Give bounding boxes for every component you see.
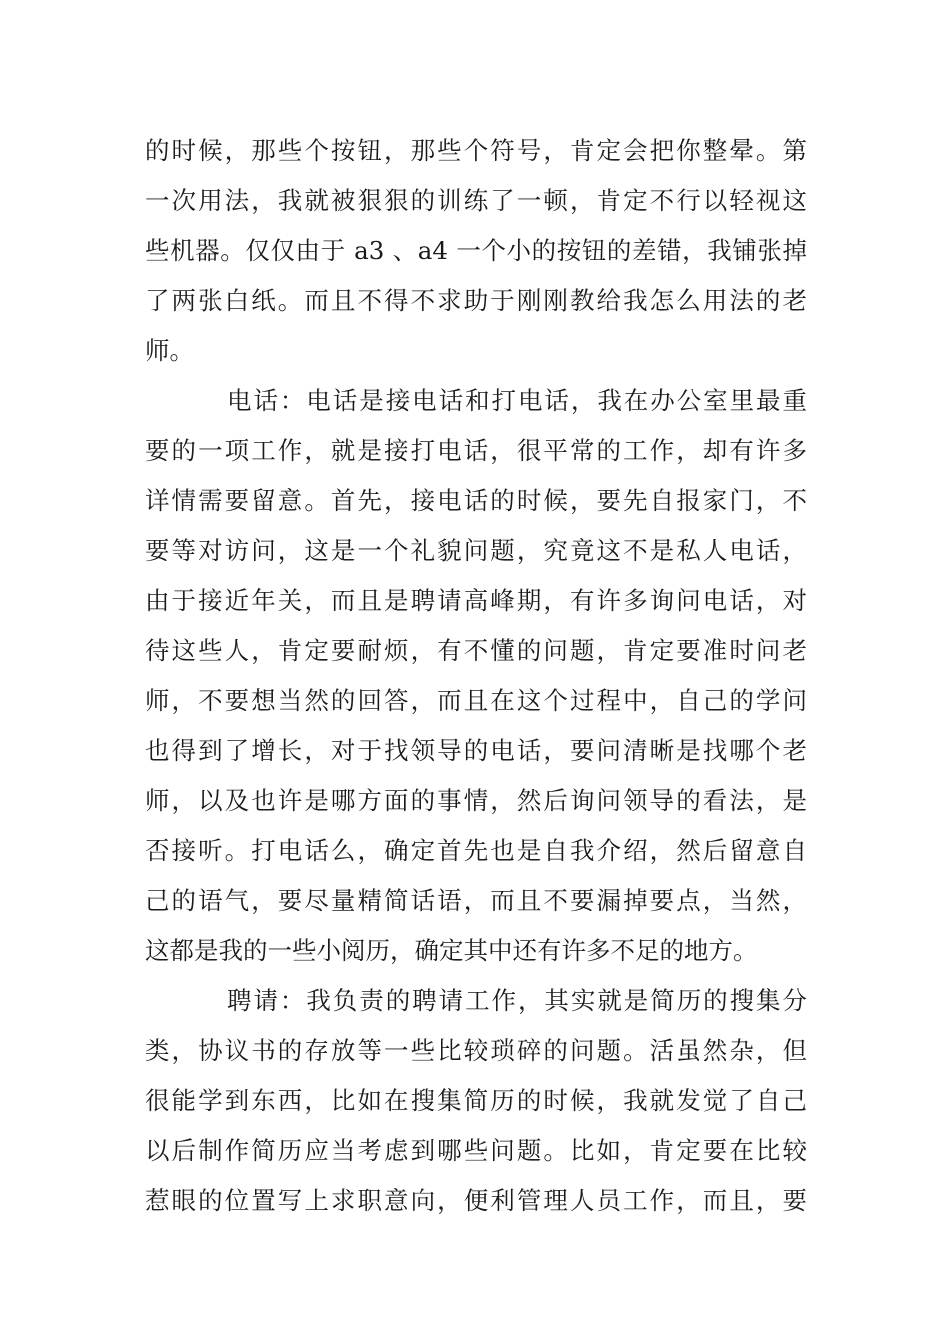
text-line: 电话：电话是接电话和打电话，我在办公室里最重 [227,386,807,415]
text-line: 类，协议书的存放等一些比较琐碎的问题。活虽然杂，但 [145,1036,807,1065]
text-line: 了两张白纸。而且不得不求助于刚刚教给我怎么用法的老 [145,286,807,315]
text-line: 己的语气，要尽量精简话语，而且不要漏掉要点，当然， [145,886,807,915]
text-line: 很能学到东西，比如在搜集简历的时候，我就发觉了自己 [145,1086,807,1115]
text-line: 这都是我的一些小阅历，确定其中还有许多不足的地方。 [145,936,758,965]
text-line: 要等对访问，这是一个礼貌问题，究竟这不是私人电话， [145,536,807,565]
text-line: 待这些人，肯定要耐烦，有不懂的问题，肯定要准时问老 [145,636,807,665]
text-line: 些机器。仅仅由于 a3 、a4 一个小的按钮的差错，我铺张掉 [145,236,807,265]
text-line: 一次用法，我就被狠狠的训练了一顿，肯定不行以轻视这 [145,186,807,215]
text-line: 由于接近年关，而且是聘请高峰期，有许多询问电话，对 [145,586,807,615]
text-line: 详情需要留意。首先，接电话的时候，要先自报家门，不 [145,486,807,515]
text-line: 师，不要想当然的回答，而且在这个过程中，自己的学问 [145,686,807,715]
text-line: 师。 [145,336,194,365]
text-line: 也得到了增长，对于找领导的电话，要问清晰是找哪个老 [145,736,807,765]
text-line: 要的一项工作，就是接打电话，很平常的工作，却有许多 [145,436,807,465]
text-line: 惹眼的位置写上求职意向，便利管理人员工作，而且，要 [145,1186,807,1215]
text-line: 以后制作简历应当考虑到哪些问题。比如，肯定要在比较 [145,1136,807,1165]
text-line: 否接听。打电话么，确定首先也是自我介绍，然后留意自 [145,836,807,865]
text-line: 师，以及也许是哪方面的事情，然后询问领导的看法，是 [145,786,807,815]
text-line: 聘请：我负责的聘请工作，其实就是简历的搜集分 [227,986,807,1015]
body-text [145,126,807,1226]
text-line: 的时候，那些个按钮，那些个符号，肯定会把你整晕。第 [145,136,807,165]
